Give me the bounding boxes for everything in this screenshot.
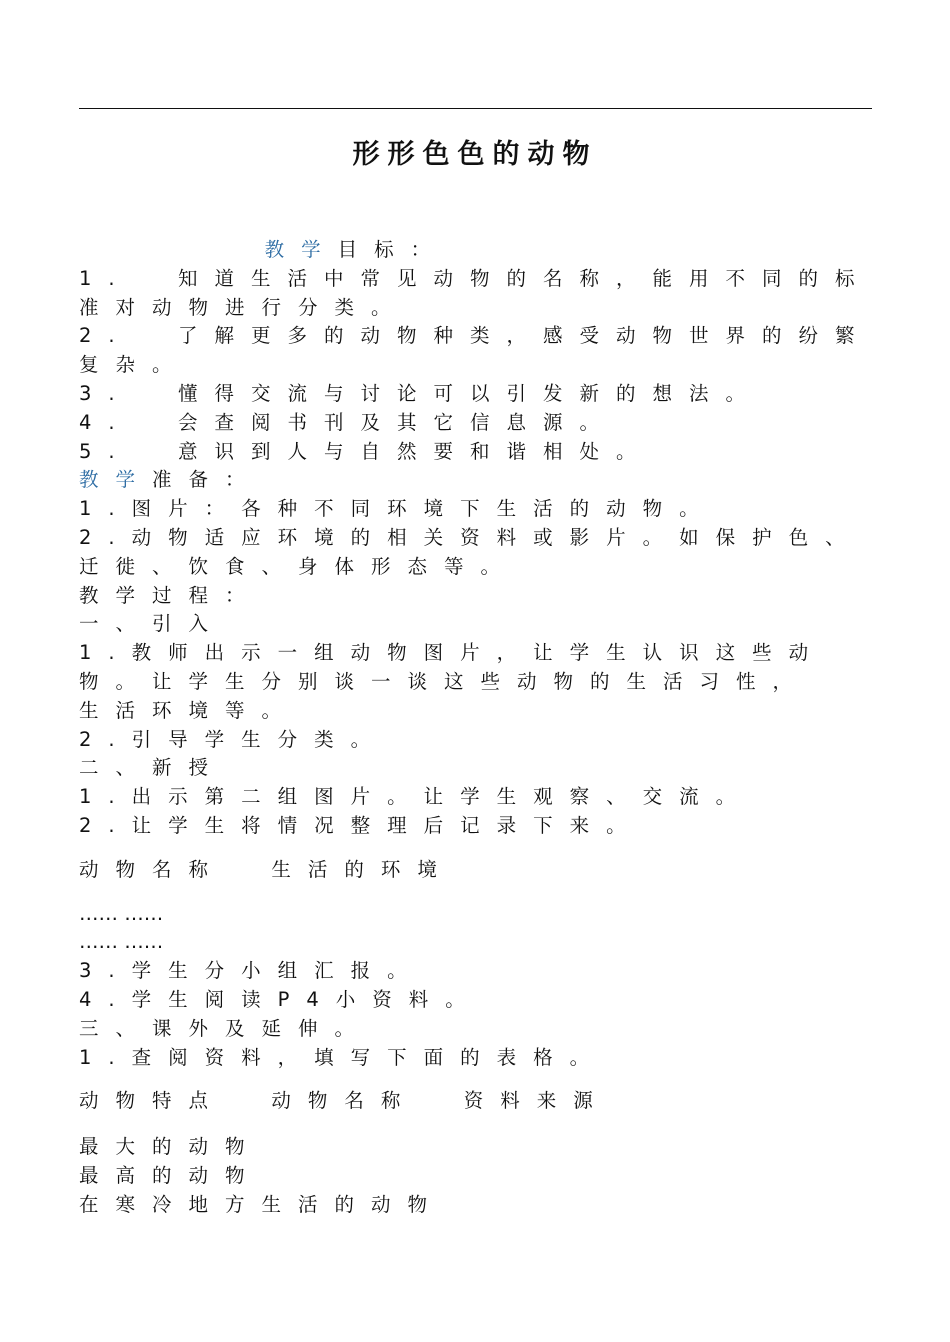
preparation-heading <box>79 466 874 495</box>
preparation-2-line-1: 2.动物适应环境的相关资料或影片。如保护色、 <box>79 525 862 549</box>
section-2-item-2: 2.让学生将情况整理后记录下来。 <box>79 813 643 837</box>
section-2-item-3: 3.学生分小组汇报。 <box>79 959 424 983</box>
section-3-heading: 三、课外及延伸。 <box>79 1016 372 1040</box>
preparation-heading-rest: 准备： <box>152 468 262 492</box>
table-1-header: 动物名称 生活的环境 <box>79 857 454 881</box>
section-2-item-1: 1.出示第二组图片。让学生观察、交流。 <box>79 785 753 809</box>
objective-2-line-1: 2. 了解更多的动物种类，感受动物世界的纷繁 <box>79 324 872 348</box>
header-rule <box>79 108 872 109</box>
objective-4: 4. 会查阅书刊及其它信息源。 <box>79 410 617 434</box>
table-2-row-2: 最高的动物 <box>79 1163 262 1187</box>
objective-1-line-1: 1. 知道生活中常见动物的名称，能用不同的标 <box>79 266 872 290</box>
section-1-item-1-line-2: 物。让学生分别谈一谈这些动物的生活习性， <box>79 669 810 693</box>
document-title: 形形色色的动物 <box>352 139 598 170</box>
table-2-header: 动物特点 动物名称 资料来源 <box>79 1089 610 1113</box>
section-1-item-1-line-3: 生活环境等。 <box>79 698 299 722</box>
objectives-heading <box>79 236 874 265</box>
objective-1-line-2: 准对动物进行分类。 <box>79 295 408 319</box>
process-heading: 教学过程： <box>79 583 262 607</box>
objectives-heading-highlight: 教学 <box>264 238 338 261</box>
table-1-row-1: …… …… <box>79 901 164 925</box>
table-2-row-1: 最大的动物 <box>79 1135 262 1159</box>
section-1-heading: 一、引入 <box>79 612 226 636</box>
preparation-heading-highlight: 教学 <box>79 468 153 492</box>
section-3-item-1: 1.查阅资料，填写下面的表格。 <box>79 1045 607 1069</box>
section-2-item-4: 4.学生阅读P4小资料。 <box>79 987 482 1011</box>
section-1-item-1-line-1: 1.教师出示一组动物图片，让学生认识这些动 <box>79 641 826 665</box>
preparation-2-line-2: 迁徙、饮食、身体形态等。 <box>79 554 518 578</box>
section-2-heading: 二、新授 <box>79 756 226 780</box>
table-1-row-2: …… …… <box>79 930 164 954</box>
objective-2-line-2: 复杂。 <box>79 353 189 377</box>
table-2-row-3: 在寒冷地方生活的动物 <box>79 1192 445 1216</box>
objectives-heading-rest: 目标： <box>337 238 448 261</box>
document-body <box>79 236 874 1220</box>
objective-3: 3. 懂得交流与讨论可以引发新的想法。 <box>79 381 763 405</box>
preparation-1: 1.图片：各种不同环境下生活的动物。 <box>79 497 716 521</box>
objective-5: 5. 意识到人与自然要和谐相处。 <box>79 439 653 463</box>
section-1-item-2: 2.引导学生分类。 <box>79 727 388 751</box>
